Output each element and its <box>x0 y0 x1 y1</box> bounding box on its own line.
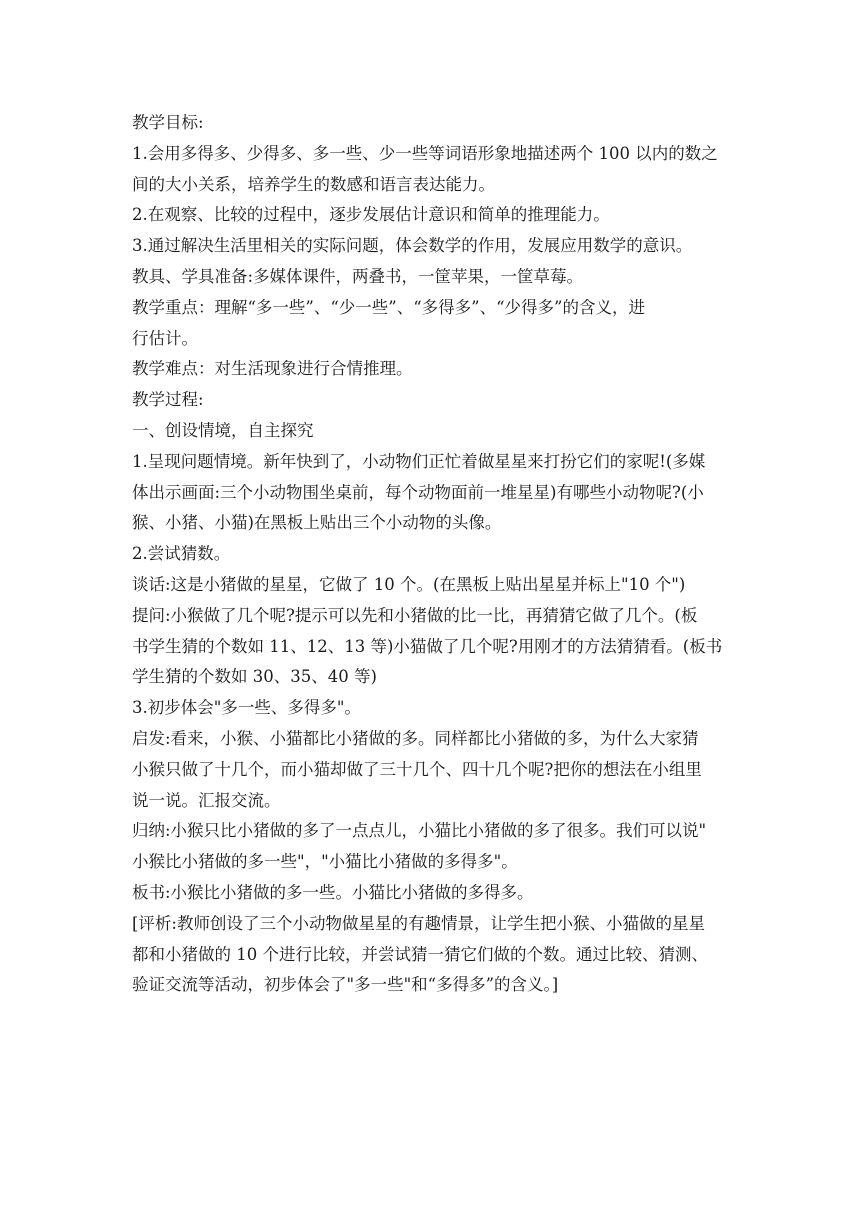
objective-1-line-1: 1.会用多得多、少得多、多一些、少一些等词语形象地描述两个 100 以内的数之 <box>132 143 718 163</box>
question-line-2: 书学生猜的个数如 11、12、13 等)小猫做了几个呢?用刚才的方法猜猜看。(板书 <box>132 636 723 656</box>
section-1-heading: 一、创设情境，自主探究 <box>132 420 314 440</box>
teaching-aids: 教具、学具准备:多媒体课件，两叠书，一筐苹果，一筐草莓。 <box>132 266 584 286</box>
inspire-line-2: 小猴只做了十几个，而小猫却做了三十几个、四十几个呢?把你的想法在小组里 <box>132 759 702 779</box>
commentary-line-3: 验证交流等活动，初步体会了"多一些"和“多得多”的含义。] <box>132 975 559 995</box>
step-1-line-1: 1.呈现问题情境。新年快到了，小动物们正忙着做星星来打扮它们的家呢!(多媒 <box>132 451 706 471</box>
step-1-line-2: 体出示画面:三个小动物围坐桌前，每个动物面前一堆星星)有哪些小动物呢?(小 <box>132 482 704 502</box>
heading-teaching-process: 教学过程: <box>132 390 204 410</box>
inspire-line-1: 启发:看来，小猴、小猫都比小猪做的多。同样都比小猪做的多，为什么大家猜 <box>132 728 699 748</box>
step-3-heading: 3.初步体会"多一些、多得多"。 <box>132 698 361 718</box>
heading-teaching-objectives: 教学目标: <box>132 113 204 132</box>
dialogue-line: 谈话:这是小猪做的星星，它做了 10 个。(在黑板上贴出星星并标上"10 个") <box>132 574 686 594</box>
question-line-1: 提问:小猴做了几个呢?提示可以先和小猪做的比一比，再猜猜它做了几个。(板 <box>132 605 698 625</box>
step-2-heading: 2.尝试猜数。 <box>132 544 231 564</box>
summary-line-1: 归纳:小猴只比小猪做的多了一点点儿，小猫比小猪做的多了很多。我们可以说" <box>132 821 707 841</box>
board-writing: 板书:小猴比小猪做的多一些。小猫比小猪做的多得多。 <box>132 882 534 902</box>
difficult-points: 教学难点：对生活现象进行合情推理。 <box>132 359 413 379</box>
inspire-line-3: 说一说。汇报交流。 <box>132 790 281 810</box>
key-points-line-1: 教学重点：理解“多一些”、“少一些”、“多得多”、“少得多”的含义，进 <box>132 297 645 317</box>
objective-2: 2.在观察、比较的过程中，逐步发展估计意识和简单的推理能力。 <box>132 205 610 225</box>
step-1-line-3: 猴、小猪、小猫)在黑板上贴出三个小动物的头像。 <box>132 513 502 533</box>
key-points-line-2: 行估计。 <box>132 328 198 348</box>
commentary-line-1: [评析:教师创设了三个小动物做星星的有趣情景，让学生把小猴、小猫做的星星 <box>132 913 705 933</box>
commentary-line-2: 都和小猪做的 10 个进行比较，并尝试猜一猜它们做的个数。通过比较、猜测、 <box>132 944 708 964</box>
document-page <box>132 108 732 1001</box>
summary-line-2: 小猴比小猪做的多一些"，"小猫比小猪做的多得多"。 <box>132 852 518 872</box>
question-line-3: 学生猜的个数如 30、35、40 等) <box>132 667 377 687</box>
objective-1-line-2: 间的大小关系，培养学生的数感和语言表达能力。 <box>132 174 495 194</box>
objective-3: 3.通过解决生活里相关的实际问题，体会数学的作用，发展应用数学的意识。 <box>132 236 693 256</box>
